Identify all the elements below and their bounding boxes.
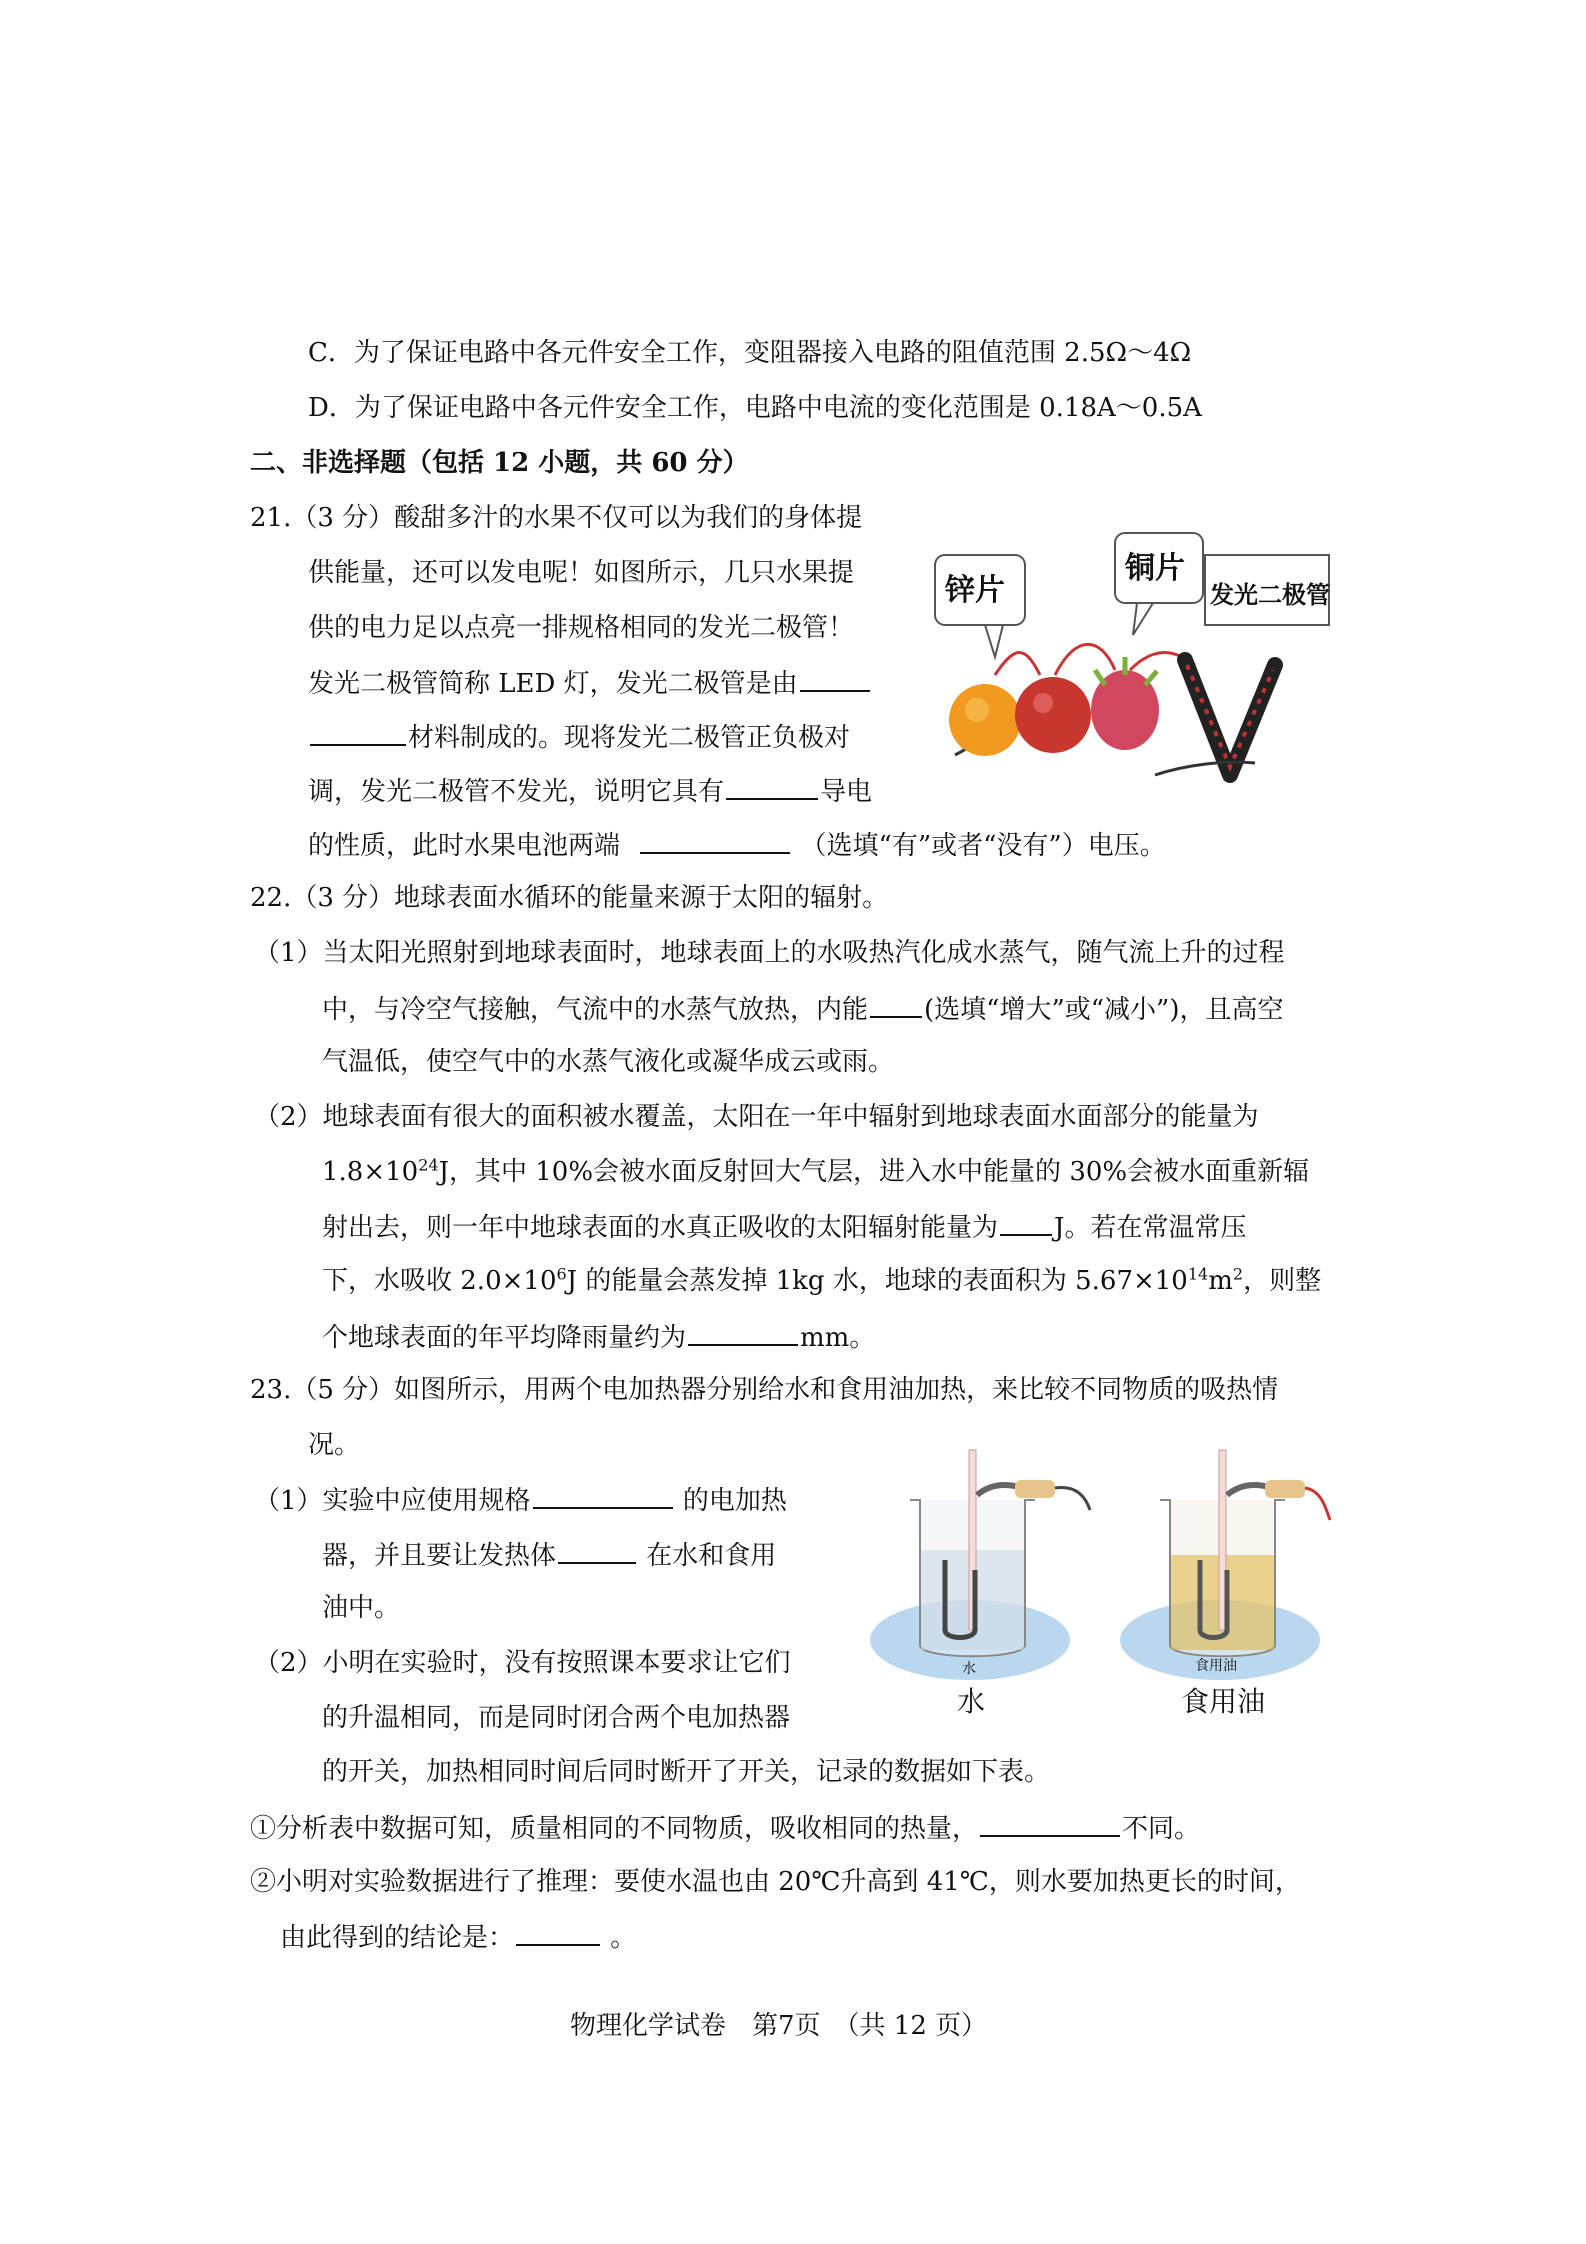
q22-p2-line-2-text-a: 1.8×10	[322, 1157, 419, 1187]
q23-p1-line-2-text-b: 在水和食用	[646, 1541, 777, 1571]
water-label: 水	[957, 1685, 986, 1718]
q22-p2-line-4-text-a: 下，水吸收 2.0×10	[322, 1266, 557, 1296]
q22-p1-line-1: （1）当太阳光照射到地球表面时，地球表面上的水吸热汽化成水蒸气，随气流上升的过程	[254, 938, 1285, 968]
q21-line-5	[308, 718, 850, 756]
q21-line-6-text-a: 调，发光二极管不发光，说明它具有	[308, 777, 725, 807]
q22-p2-line-5	[322, 1318, 875, 1356]
q23-sub-1-text-a: ①分析表中数据可知，质量相同的不同物质，吸收相同的热量，	[250, 1814, 979, 1844]
q23-p1-line-3: 油中。	[322, 1593, 401, 1623]
q23-p2-line-3: 的开关，加热相同时间后同时断开了开关，记录的数据如下表。	[322, 1757, 1051, 1787]
q23-p1-line-1	[254, 1481, 787, 1519]
zinc-label: 锌片	[945, 573, 1005, 608]
q23-line-1: 23.（5 分）如图所示，用两个电加热器分别给水和食用油加热，来比较不同物质的吸热情	[250, 1375, 1279, 1405]
q22-p2-line-2	[322, 1154, 1309, 1190]
q21-line-7	[308, 826, 1166, 864]
q22-p1-line-2-text-b: (选填“增大”或“减小”)，且高空	[924, 995, 1284, 1025]
q21-blank-voltage[interactable]	[640, 826, 790, 854]
q22-p2-line-5-text-b: mm。	[800, 1323, 876, 1353]
q21-line-7-text-a: 的性质，此时水果电池两端	[308, 831, 621, 861]
q23-sub-3-text-a: 由此得到的结论是：	[280, 1923, 515, 1953]
oil-label: 食用油	[1181, 1685, 1266, 1718]
q22-p2-line-4	[322, 1263, 1321, 1299]
q22-blank-absorbed-energy[interactable]	[1000, 1208, 1052, 1236]
q21-line-6-text-b: 导电	[820, 777, 873, 807]
q22-p2-line-4-text-c: m	[1208, 1266, 1233, 1296]
page-footer: 物理化学试卷 第7页 （共 12 页）	[570, 2011, 988, 2041]
q21-line-3: 供的电力足以点亮一排规格相同的发光二极管！	[308, 613, 855, 643]
copper-label: 铜片	[1125, 551, 1185, 586]
q22-line-1: 22.（3 分）地球表面水循环的能量来源于太阳的辐射。	[250, 883, 889, 913]
fruit-battery-figure	[925, 525, 1335, 785]
q22-p2-line-2-text-b: J，其中 10%会被水面反射回大气层，进入水中能量的 30%会被水面重新辐	[438, 1157, 1310, 1187]
q21-line-2: 供能量，还可以发电呢！如图所示，几只水果提	[308, 558, 855, 588]
q21-blank-material-a[interactable]	[800, 664, 870, 692]
q22-blank-internal-energy[interactable]	[870, 990, 922, 1018]
q23-blank-spec[interactable]	[533, 1481, 673, 1509]
q21-line-5-text: 材料制成的。现将发光二极管正负极对	[408, 723, 851, 753]
q22-p2-line-4-text-b: J 的能量会蒸发掉 1kg 水，地球的表面积为 5.67×10	[566, 1266, 1188, 1296]
q21-line-7-text-b: （选填“有”或者“没有”）电压。	[800, 831, 1166, 861]
q22-p2-exp-2: 2	[1232, 1264, 1244, 1284]
q23-p1-line-2-text-a: 器，并且要让发热体	[322, 1541, 557, 1571]
q22-p2-line-1: （2）地球表面有很大的面积被水覆盖，太阳在一年中辐射到地球表面水面部分的能量为	[254, 1102, 1259, 1132]
q21-line-6	[308, 772, 872, 810]
q23-sub-3	[280, 1918, 636, 1956]
q22-p2-line-5-text-a: 个地球表面的年平均降雨量约为	[322, 1323, 687, 1353]
q22-p2-exp-24: 24	[418, 1155, 439, 1175]
q22-p2-line-3	[322, 1208, 1246, 1246]
q23-blank-conclusion[interactable]	[516, 1918, 600, 1946]
heater-figure	[865, 1440, 1365, 1730]
option-d: D．为了保证电路中各元件安全工作，电路中电流的变化范围是 0.18A～0.5A	[308, 393, 1202, 423]
oil-small-label: 食用油	[1195, 1658, 1237, 1674]
q21-line-4	[308, 664, 872, 702]
q23-sub-1-text-b: 不同。	[1122, 1814, 1201, 1844]
q23-p1-line-2	[322, 1536, 776, 1574]
q22-p2-line-3-text-a: 射出去，则一年中地球表面的水真正吸收的太阳辐射能量为	[322, 1213, 999, 1243]
q23-p2-line-2: 的升温相同，而是同时闭合两个电加热器	[322, 1703, 791, 1733]
section-title: 二、非选择题（包括 12 小题，共 60 分）	[250, 448, 749, 478]
water-small-label: 水	[962, 1661, 976, 1677]
q22-p1-line-2-text-a: 中，与冷空气接触，气流中的水蒸气放热，内能	[322, 995, 869, 1025]
q22-p1-line-2	[322, 990, 1283, 1028]
q23-sub-2: ②小明对实验数据进行了推理：要使水温也由 20℃升高到 41℃，则水要加热更长的时间，	[250, 1867, 1301, 1897]
q23-blank-immerse[interactable]	[558, 1536, 636, 1564]
q21-line-4-text: 发光二极管简称 LED 灯，发光二极管是由	[308, 669, 798, 699]
q23-sub-1	[250, 1809, 1200, 1847]
q23-sub-3-text-b: 。	[610, 1923, 637, 1953]
q21-blank-conduct[interactable]	[726, 772, 818, 800]
q23-p1-line-1-text-b: 的电加热	[682, 1486, 787, 1516]
heater-illustration	[865, 1440, 1365, 1730]
led-label: 发光二极管	[1210, 581, 1330, 609]
q23-blank-temp-change[interactable]	[980, 1809, 1120, 1837]
q22-blank-rainfall[interactable]	[688, 1318, 798, 1346]
q22-p2-exp-6: 6	[556, 1264, 567, 1284]
q22-p1-line-3: 气温低，使空气中的水蒸气液化或凝华成云或雨。	[322, 1047, 895, 1077]
q23-p1-line-1-text-a: （1）实验中应使用规格	[254, 1486, 531, 1516]
q22-p2-line-3-text-b: J。若在常温常压	[1054, 1213, 1247, 1243]
option-c: C．为了保证电路中各元件安全工作，变阻器接入电路的阻值范围 2.5Ω～4Ω	[308, 338, 1192, 368]
q22-p2-exp-14: 14	[1187, 1264, 1209, 1284]
q21-line-1: 21.（3 分）酸甜多汁的水果不仅可以为我们的身体提	[250, 503, 863, 533]
q23-p2-line-1: （2）小明在实验时，没有按照课本要求让它们	[254, 1648, 791, 1678]
q22-p2-line-4-text-d: ，则整	[1243, 1266, 1322, 1296]
q23-line-2: 况。	[308, 1430, 361, 1460]
q21-blank-material-b[interactable]	[310, 718, 406, 746]
